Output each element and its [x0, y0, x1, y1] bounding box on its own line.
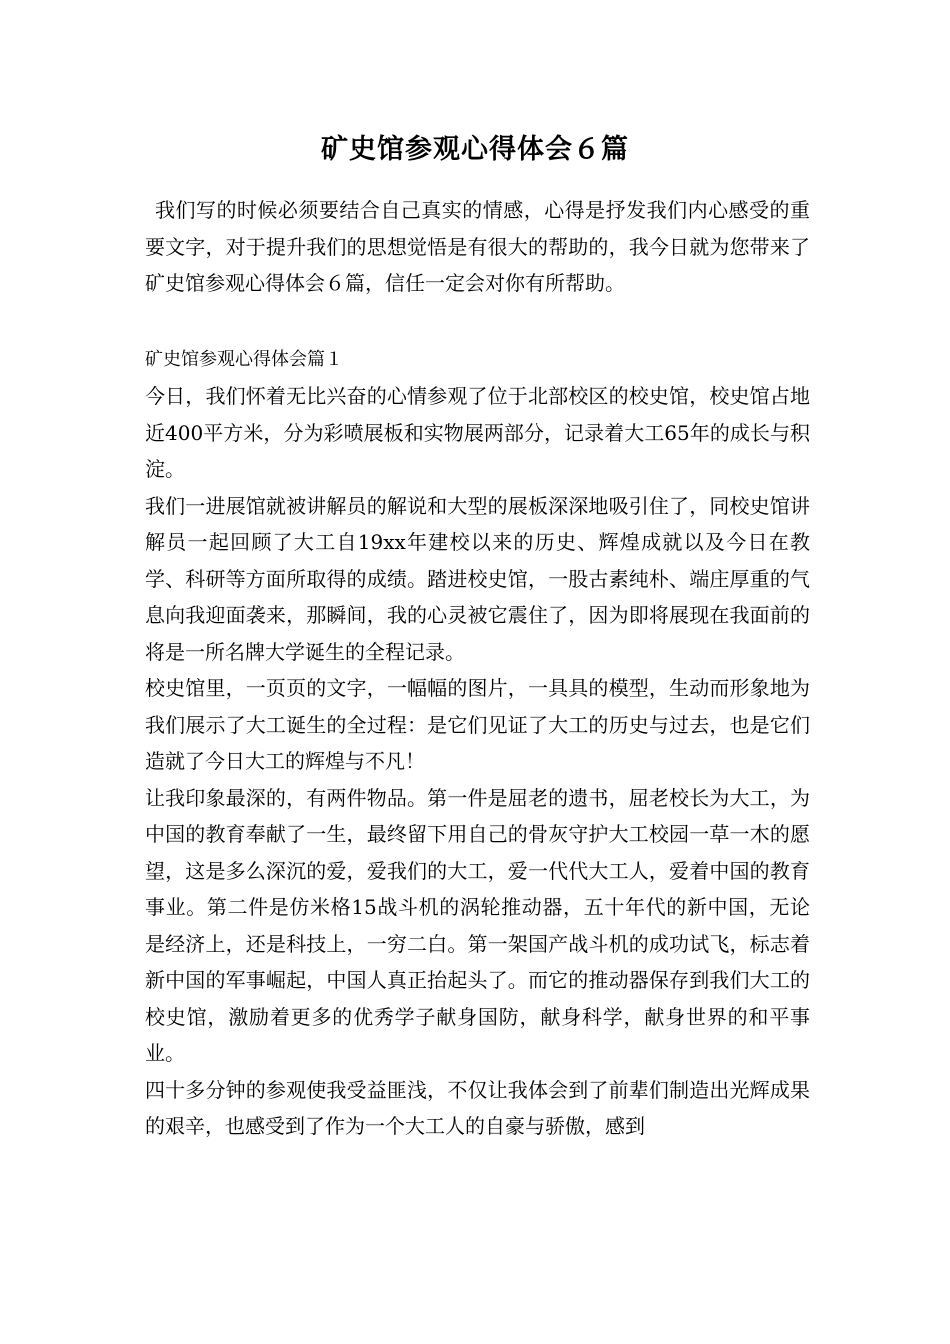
- document-title: 矿史馆参观心得体会６篇: [321, 134, 629, 165]
- paragraph-gap: [145, 302, 810, 342]
- intro-paragraph: 我们写的时候必须要结合自己真实的情感，心得是抒发我们内心感受的重要文字，对于提升我们的思想觉悟是有很大的帮助的，我今日就为您带来了矿史馆参观心得体会６篇，信任一定会对你有所帮助。: [145, 198, 810, 295]
- body-paragraph-3: 校史馆里，一页页的文字，一幅幅的图片，一具具的模型，生动而形象地为我们展示了大工诞生的全过程：是它们见证了大工的历史与过去，也是它们造就了今日大工的辉煌与不凡！: [145, 676, 810, 773]
- section-heading: 矿史馆参观心得体会篇１: [145, 348, 343, 370]
- body-paragraph-4: 让我印象最深的，有两件物品。第一件是屈老的遗书，屈老校长为大工，为中国的教育奉献了一生，最终留下用自己的骨灰守护大工校园一草一木的愿望，这是多么深沉的爱，爱我们的大工，爱一代代大工人，爱着中国的教育事业。第二件是仿米格15战斗机的涡轮推动器，五十年代的新中国，无论是经济上，还是科技上，一穷二白。第一架国产战斗机的成功试飞，标志着新中国的军事崛起，中国人真正抬起头了。而它的推动器保存到我们大工的校史馆，激励着更多的优秀学子献身国防，献身科学，献身世界的和平事业。: [145, 785, 810, 1065]
- body-paragraph-2: 我们一进展馆就被讲解员的解说和大型的展板深深地吸引住了，同校史馆讲解员一起回顾了大工自19xx年建校以来的历史、辉煌成就以及今日在教学、科研等方面所取得的成绩。踏进校史馆，一股古素纯朴、端庄厚重的气息向我迎面袭来，那瞬间，我的心灵被它震住了，因为即将展现在我面前的将是一所名牌大学诞生的全程记录。: [145, 493, 810, 664]
- document-body: [145, 192, 810, 1145]
- body-paragraph-1: 今日，我们怀着无比兴奋的心情参观了位于北部校区的校史馆，校史馆占地近400平方米，分为彩喷展板和实物展两部分，记录着大工65年的成长与积淀。: [145, 384, 810, 481]
- body-paragraph-5: 四十多分钟的参观使我受益匪浅，不仅让我体会到了前辈们制造出光辉成果的艰辛，也感受到了作为一个大工人的自豪与骄傲，感到: [145, 1077, 810, 1138]
